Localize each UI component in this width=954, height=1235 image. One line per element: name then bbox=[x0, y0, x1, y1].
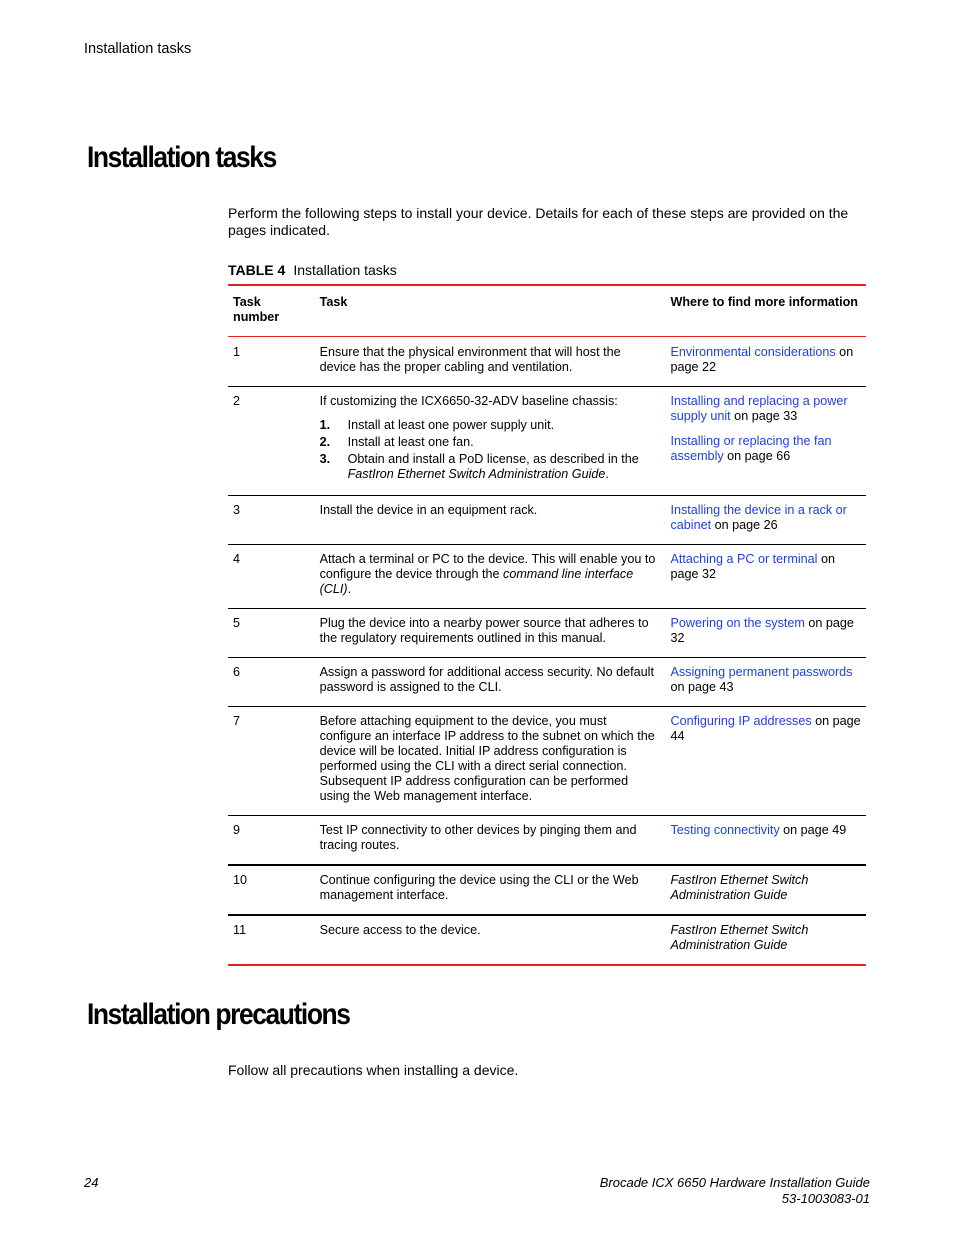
table-caption-label: TABLE 4 bbox=[228, 262, 286, 278]
task-text: Continue configuring the device using the CLI or the Web management interface. bbox=[315, 865, 666, 915]
table-row bbox=[228, 915, 866, 965]
task-number: 4 bbox=[228, 545, 315, 609]
page-ref: on page 43 bbox=[670, 680, 734, 694]
step-number: 3. bbox=[319, 452, 331, 466]
list-item bbox=[320, 452, 656, 482]
reference-cell bbox=[665, 609, 866, 658]
task-cell bbox=[315, 545, 666, 609]
page-ref: on page 22 bbox=[670, 345, 854, 374]
table-row bbox=[228, 816, 866, 866]
reference-cell bbox=[665, 387, 866, 496]
table-row bbox=[228, 337, 866, 387]
xref-link[interactable]: Testing connectivity bbox=[670, 823, 780, 837]
reference-cell bbox=[665, 707, 866, 816]
task-number: 7 bbox=[228, 707, 315, 816]
task-cell bbox=[315, 387, 666, 496]
task-term: command line interface (CLI) bbox=[319, 567, 634, 596]
list-item bbox=[320, 435, 656, 450]
reference-cell bbox=[665, 658, 866, 707]
task-number: 10 bbox=[228, 865, 315, 915]
header-task: Task bbox=[315, 285, 666, 337]
installation-tasks-table bbox=[228, 284, 866, 966]
step-text: Install at least one power supply unit. bbox=[347, 418, 555, 432]
task-text: Assign a password for additional access security. No default password is assigned to the CLI. bbox=[315, 658, 666, 707]
task-number: 11 bbox=[233, 923, 247, 937]
xref-link[interactable]: Environmental considerations bbox=[670, 345, 836, 359]
reference-cell bbox=[665, 865, 866, 915]
step-text: Install at least one fan. bbox=[347, 435, 474, 449]
page-ref: on page 32 bbox=[670, 552, 835, 581]
footer-doc-title: Brocade ICX 6650 Hardware Installation Guide bbox=[599, 1175, 870, 1190]
table-row bbox=[228, 658, 866, 707]
task-text: Before attaching equipment to the device, you must configure an interface IP address to the subnet on which the device will be located. Initial IP address configuration is performed using the CLI with a direct serial connection. Subsequent IP address configuration can be performed using the Web management interface. bbox=[315, 707, 666, 816]
task-number: 2 bbox=[228, 387, 315, 496]
reference-cell bbox=[665, 915, 866, 965]
task-number: 9 bbox=[228, 816, 315, 866]
guide-title: FastIron Ethernet Switch Administration Guide bbox=[670, 873, 809, 902]
table-row bbox=[228, 865, 866, 915]
guide-title: FastIron Ethernet Switch Administration Guide bbox=[670, 923, 809, 952]
precautions-paragraph: Follow all precautions when installing a device. bbox=[228, 1062, 519, 1078]
page-ref: on page 26 bbox=[711, 518, 778, 532]
intro-paragraph: Perform the following steps to install your device. Details for each of these steps are provided on the pages indicated. bbox=[228, 205, 849, 238]
xref-link[interactable]: Installing and replacing a power supply unit bbox=[670, 394, 848, 423]
task-text-end: . bbox=[347, 582, 352, 596]
list-item bbox=[320, 418, 656, 433]
table-header-row bbox=[228, 285, 866, 337]
task-number: 1 bbox=[228, 337, 315, 387]
section-title-installation-tasks: Installation tasks bbox=[87, 141, 276, 174]
step-number: 2. bbox=[319, 435, 331, 449]
task-number: 5 bbox=[228, 609, 315, 658]
xref-link[interactable]: Attaching a PC or terminal bbox=[670, 552, 818, 566]
task-text: Plug the device into a nearby power source that adheres to the regulatory requirements outlined in this manual. bbox=[315, 609, 666, 658]
reference-cell bbox=[665, 337, 866, 387]
step-number: 1. bbox=[319, 418, 331, 432]
step-text-end: . bbox=[605, 467, 609, 481]
xref-link[interactable]: Installing the device in a rack or cabinet bbox=[670, 503, 847, 532]
footer-doc-info bbox=[600, 1175, 870, 1207]
task-text: Test IP connectivity to other devices by pinging them and tracing routes. bbox=[315, 816, 666, 866]
step-text: Obtain and install a PoD license, as described in the bbox=[347, 452, 639, 466]
footer-doc-number: 53-1003083-01 bbox=[781, 1191, 870, 1206]
table-caption bbox=[228, 262, 397, 278]
task-text: Ensure that the physical environment that will host the device has the proper cabling and ventilation. bbox=[315, 337, 666, 387]
task-text: If customizing the ICX6650-32-ADV baseline chassis: bbox=[319, 394, 618, 408]
page-ref: on page 66 bbox=[723, 449, 791, 463]
reference-cell bbox=[665, 545, 866, 609]
xref-link[interactable]: Configuring IP addresses bbox=[670, 714, 812, 728]
page-ref: on page 44 bbox=[670, 714, 861, 743]
page-ref: on page 49 bbox=[779, 823, 847, 837]
table-row bbox=[228, 387, 866, 496]
guide-title: FastIron Ethernet Switch Administration Guide bbox=[347, 467, 606, 481]
xref-link[interactable]: Powering on the system bbox=[670, 616, 805, 630]
page-ref: on page 32 bbox=[670, 616, 854, 645]
step-list bbox=[320, 418, 656, 482]
table-row bbox=[228, 609, 866, 658]
reference-cell bbox=[665, 496, 866, 545]
page-number: 24 bbox=[84, 1175, 99, 1190]
running-head: Installation tasks bbox=[84, 41, 192, 57]
section-title-installation-precautions: Installation precautions bbox=[87, 998, 350, 1031]
task-text: Attach a terminal or PC to the device. This will enable you to configure the device through the bbox=[319, 552, 656, 581]
page-ref: on page 33 bbox=[730, 409, 798, 423]
task-number: 3 bbox=[228, 496, 315, 545]
table-caption-title: Installation tasks bbox=[293, 262, 397, 278]
task-text: Install the device in an equipment rack. bbox=[315, 496, 666, 545]
header-where-to-find: Where to find more information bbox=[665, 285, 866, 337]
reference-cell bbox=[665, 816, 866, 866]
table-row bbox=[228, 545, 866, 609]
xref-link[interactable]: Assigning permanent passwords bbox=[670, 665, 853, 679]
header-task-number: Task number bbox=[228, 285, 315, 337]
table-row bbox=[228, 496, 866, 545]
xref-link[interactable]: Installing or replacing the fan assembly bbox=[670, 434, 832, 463]
table-row bbox=[228, 707, 866, 816]
task-number: 6 bbox=[228, 658, 315, 707]
task-text: Secure access to the device. bbox=[319, 923, 481, 937]
